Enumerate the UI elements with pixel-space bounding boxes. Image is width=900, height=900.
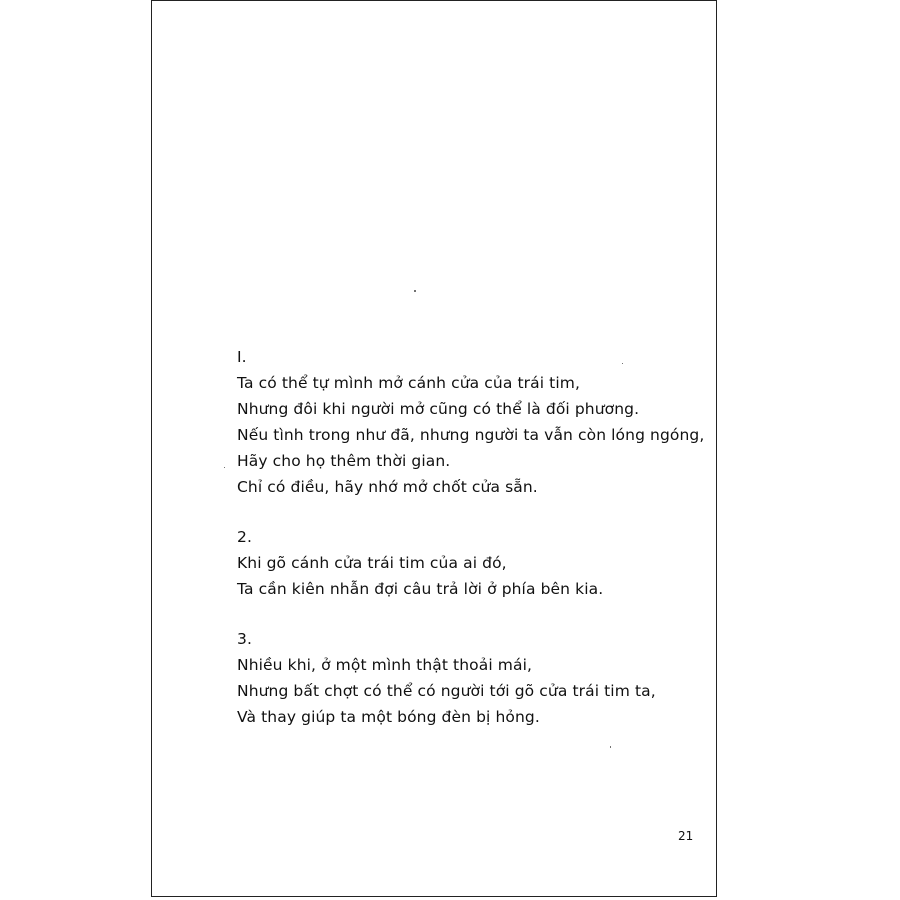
poem-body [237,344,704,754]
poem-line: Và thay giúp ta một bóng đèn bị hỏng. [237,708,540,726]
poem-line: Chỉ có điều, hãy nhớ mở chốt cửa sẵn. [237,478,538,496]
poem-line: Khi gõ cánh cửa trái tim của ai đó, [237,554,507,572]
stanza-number: 3. [237,630,252,648]
stanza-3 [237,626,704,730]
poem-line: Nhiều khi, ở một mình thật thoải mái, [237,656,532,674]
print-speck [224,467,225,468]
print-speck [414,290,416,292]
stanza-1 [237,344,704,500]
stanza-number: 2. [237,528,252,546]
poem-line: Ta cần kiên nhẫn đợi câu trả lời ở phía bên kia. [237,580,604,598]
poem-line: Nhưng đôi khi người mở cũng có thể là đối phương. [237,400,640,418]
poem-line: Ta có thể tự mình mở cánh cửa của trái tim, [237,374,580,392]
page-number: 21 [678,829,694,843]
book-page [151,0,717,897]
stanza-number: I. [237,348,247,366]
poem-line: Nếu tình trong như đã, nhưng người ta vẫn còn lóng ngóng, [237,426,705,444]
poem-line: Hãy cho họ thêm thời gian. [237,452,451,470]
stanza-2 [237,524,704,602]
poem-line: Nhưng bất chợt có thể có người tới gõ cửa trái tim ta, [237,682,656,700]
